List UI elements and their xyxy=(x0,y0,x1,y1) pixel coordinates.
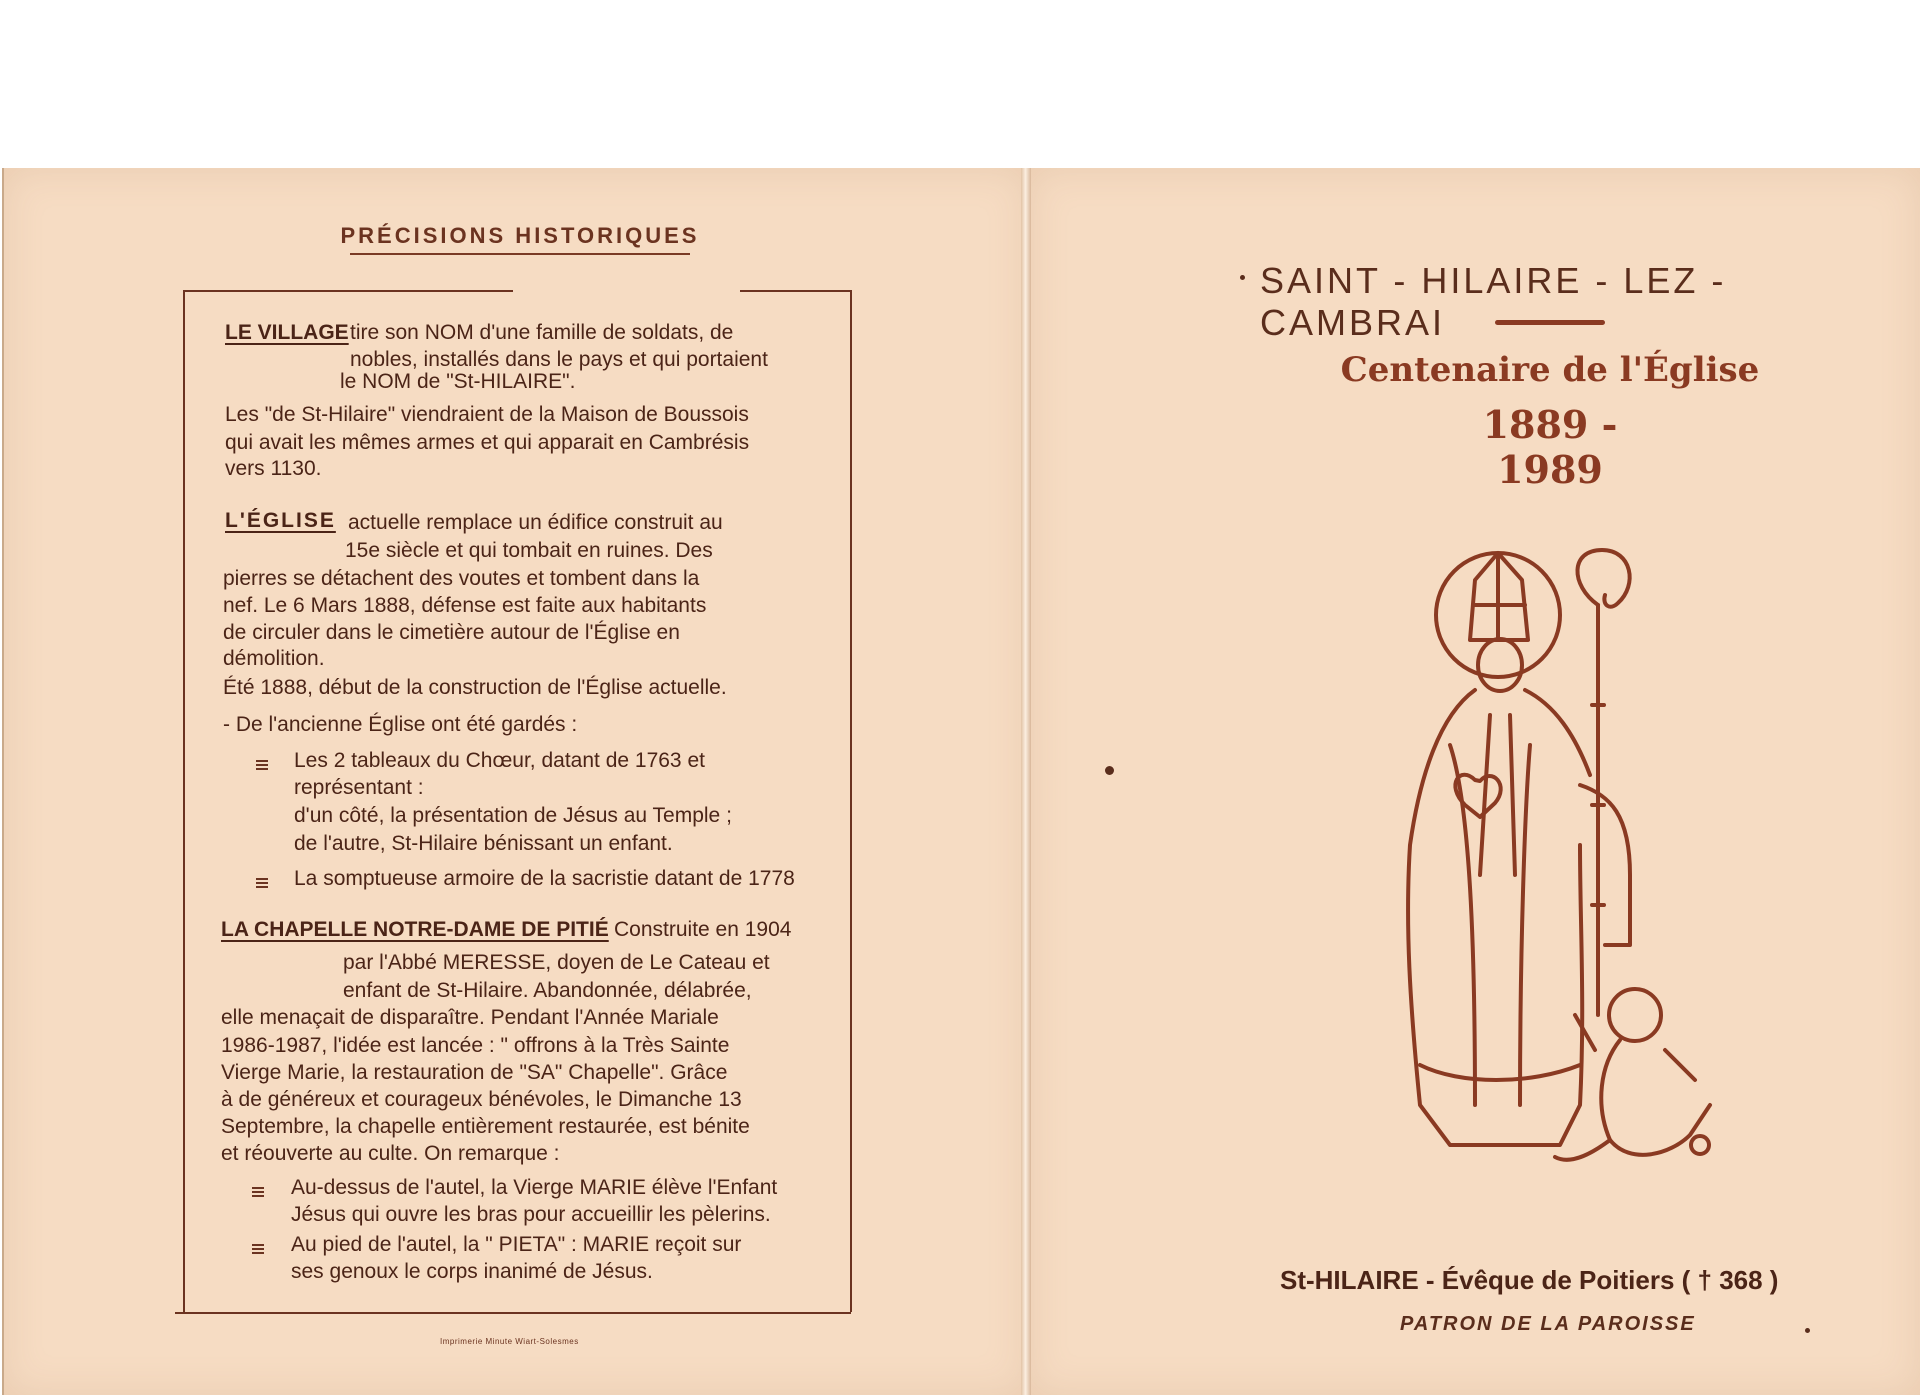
frame-border-left xyxy=(183,290,185,1312)
page-fold xyxy=(1021,168,1031,1395)
village-line: qui avait les mêmes armes et qui apparait en Cambrésis xyxy=(225,431,750,454)
village-line: vers 1130. xyxy=(225,457,322,480)
chapelle-line: elle menaçait de disparaître. Pendant l'Année Mariale xyxy=(221,1006,719,1029)
chapelle-line: Septembre, la chapelle entièrement restaurée, est bénite xyxy=(221,1115,750,1138)
chapelle-line: à de généreux et courageux bénévoles, le Dimanche 13 xyxy=(221,1088,742,1111)
chapelle-item-line: Au pied de l'autel, la " PIETA" : MARIE reçoit sur xyxy=(291,1233,742,1256)
village-heading: LE VILLAGE xyxy=(225,321,349,344)
centenary-title: Centenaire de l'Église xyxy=(1340,350,1760,390)
bullet-icon xyxy=(256,751,282,776)
village-name: SAINT - HILAIRE - LEZ - CAMBRAI xyxy=(1260,260,1727,343)
kept-item-line: Les 2 tableaux du Chœur, datant de 1763 et xyxy=(294,749,705,772)
eglise-line: démolition. xyxy=(223,647,325,670)
chapelle-item-line: ses genoux le corps inanimé de Jésus. xyxy=(291,1260,653,1283)
bullet-icon xyxy=(256,869,282,894)
chapelle-line: Construite en 1904 xyxy=(614,918,792,941)
village-line: le NOM de "St-HILAIRE". xyxy=(340,370,576,393)
frame-border-right xyxy=(850,290,852,1312)
chapelle-line: 1986-1987, l'idée est lancée : " offrons à la Très Sainte xyxy=(221,1034,730,1057)
chapelle-heading: LA CHAPELLE NOTRE-DAME DE PITIÉ xyxy=(221,918,609,941)
kept-item-line: représentant : xyxy=(294,776,424,799)
chapelle-line: Vierge Marie, la restauration de "SA" Chapelle". Grâce xyxy=(221,1061,728,1084)
eglise-line: Été 1888, début de la construction de l'Église actuelle. xyxy=(223,676,727,699)
kept-item-line: La somptueuse armoire de la sacristie datant de 1778 xyxy=(294,867,795,890)
eglise-line: pierres se détachent des voutes et tombent dans la xyxy=(223,567,700,590)
frame-border-top-right xyxy=(740,290,852,292)
printer-credit: Imprimerie Minute Wiart-Solesmes xyxy=(440,1337,579,1346)
decor-dot xyxy=(1805,1328,1810,1333)
title-underline xyxy=(350,253,690,255)
bullet-icon xyxy=(252,1235,278,1260)
saint-caption: St-HILAIRE - Évêque de Poitiers ( † 368 ) xyxy=(1280,1265,1779,1295)
patron-subtitle: PATRON DE LA PAROISSE xyxy=(1400,1313,1696,1335)
eglise-heading: L'ÉGLISE xyxy=(225,509,336,532)
decor-dot xyxy=(1240,275,1245,280)
eglise-line: nef. Le 6 Mars 1888, défense est faite aux habitants xyxy=(223,594,707,617)
kept-intro: - De l'ancienne Église ont été gardés : xyxy=(223,713,578,736)
kept-item-line: d'un côté, la présentation de Jésus au Temple ; xyxy=(294,804,732,827)
centenary-dates: 1889 - 1989 xyxy=(1482,402,1618,492)
eglise-line: de circuler dans le cimetière autour de l'Église en xyxy=(223,621,680,644)
eglise-line: actuelle remplace un édifice construit au xyxy=(348,511,723,534)
frame-border-bottom xyxy=(175,1312,851,1314)
chapelle-item-line: Au-dessus de l'autel, la Vierge MARIE élève l'Enfant xyxy=(291,1176,778,1199)
eglise-line: 15e siècle et qui tombait en ruines. Des xyxy=(345,539,713,562)
village-line: nobles, installés dans le pays et qui portaient xyxy=(350,348,768,371)
saint-hilaire-illustration xyxy=(1380,545,1740,1205)
frame-border-top xyxy=(183,290,513,292)
history-title: PRÉCISIONS HISTORIQUES xyxy=(340,223,700,248)
chapelle-line: et réouverte au culte. On remarque : xyxy=(221,1142,560,1165)
chapelle-line: par l'Abbé MERESSE, doyen de Le Cateau et xyxy=(343,951,770,974)
kept-item-line: de l'autre, St-Hilaire bénissant un enfant. xyxy=(294,832,673,855)
chapelle-item-line: Jésus qui ouvre les bras pour accueillir les pèlerins. xyxy=(291,1203,771,1226)
ornamental-rule xyxy=(1495,320,1605,325)
village-line: Les "de St-Hilaire" viendraient de la Maison de Boussois xyxy=(225,403,749,426)
village-line: tire son NOM d'une famille de soldats, de xyxy=(350,321,734,344)
stain-dot xyxy=(1105,766,1114,775)
bullet-icon xyxy=(252,1178,278,1203)
chapelle-line: enfant de St-Hilaire. Abandonnée, délabrée, xyxy=(343,979,752,1002)
